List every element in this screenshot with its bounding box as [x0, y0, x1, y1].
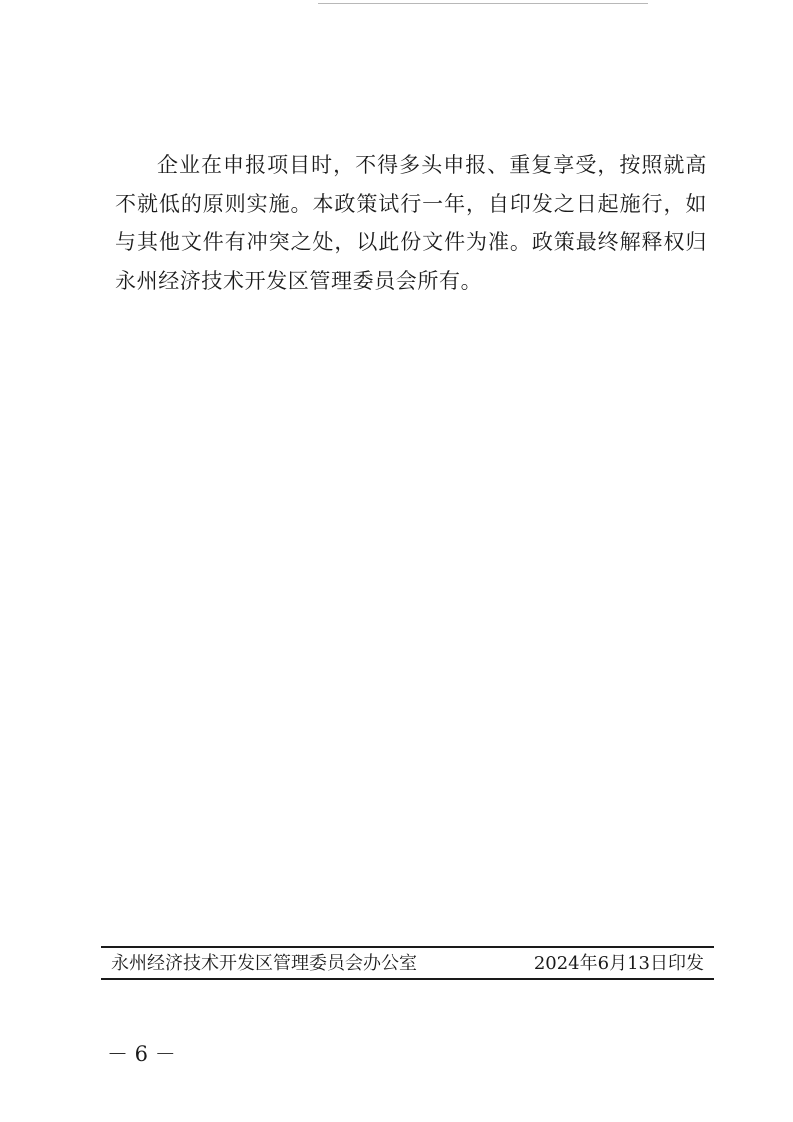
issue-date: 2024年6月13日印发: [533, 953, 704, 974]
issuing-office: 永州经济技术开发区管理委员会办公室: [111, 953, 417, 974]
page-number: － 6 －: [107, 1042, 176, 1066]
issuance-footer: [101, 946, 714, 980]
policy-paragraph: 企业在申报项目时，不得多头申报、重复享受，按照就高不就低的原则实施。本政策试行一年，自印发之日起施行，如与其他文件有冲突之处，以此份文件为准。政策最终解释权归永州经济技术开发区管理委员会所有。: [115, 153, 707, 293]
top-scan-line: [318, 3, 648, 4]
